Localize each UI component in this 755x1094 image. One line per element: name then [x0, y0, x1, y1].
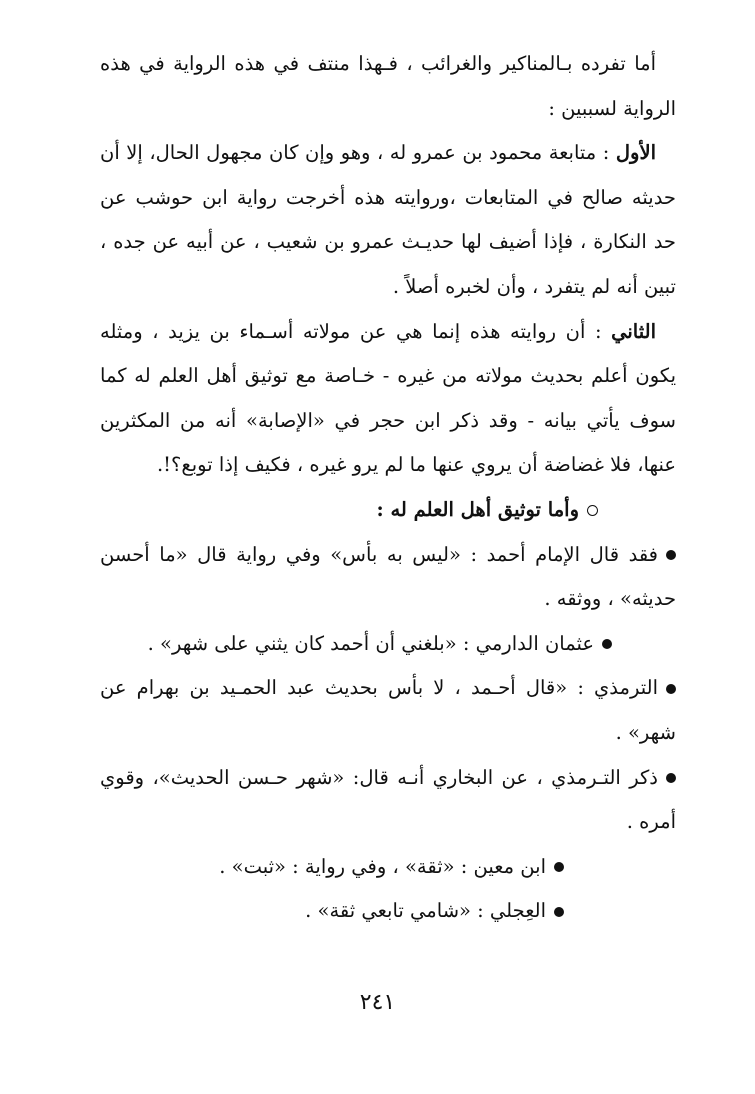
list-item-text: الترمذي : «قال أحـمد ، لا بأس بحديث عبد الحمـيد بن بهرام عن شهر» . [100, 676, 676, 744]
list-item [100, 889, 676, 934]
list-item-text: ذكر التـرمذي ، عن البخاري أنـه قال: «شهر حـسن الحديث»، وقوي أمره . [100, 765, 676, 834]
list-item-text: ابن معين : «ثقة» ، وفي رواية : «ثبت» . [219, 854, 546, 878]
first-reason-paragraph [100, 131, 676, 309]
first-reason-text: : متابعة محمود بن عمرو له ، وهو وإن كان مجهول الحال، إلا أن حديثه صالح في المتابعات ،وروايته هذه أخرجت رواية ابن حوشب عن حد النكارة ، فإذا أضيف لها حديـث عمرو بن شعيب ، عن أبيه عن جده ، تبين أنه لم يتفرد ، وأن لخبره أصلاً . [100, 141, 676, 298]
bullet-icon [602, 639, 612, 649]
intro-paragraph [100, 42, 676, 131]
second-reason-paragraph [100, 310, 676, 488]
list-item-text: فقد قال الإمام أحمد : «ليس به بأس» وفي رواية قال «ما أحسن حديثه» ، ووثقه . [100, 542, 676, 611]
list-item [100, 756, 676, 845]
list-item [100, 666, 676, 755]
list-item-text: العِجلي : «شامي تابعي ثقة» . [305, 899, 546, 923]
first-reason-label: الأول [615, 141, 656, 165]
list-item [100, 622, 676, 667]
bullet-icon [666, 684, 676, 694]
page-number: ٢٤١ [359, 990, 396, 1015]
list-item [100, 845, 676, 890]
bullet-icon [554, 862, 564, 872]
intro-text: أما تفرده بـالمناكير والغرائب ، فـهذا منتف في هذه الرواية في هذه الرواية لسببين : [100, 52, 676, 120]
bullet-icon [666, 773, 676, 783]
hollow-circle-icon [587, 505, 598, 516]
section-heading-text: وأما توثيق أهل العلم له : [376, 497, 579, 521]
second-reason-label: الثاني [611, 319, 656, 343]
second-reason-text: : أن روايته هذه إنما هي عن مولاته أسـماء بن يزيد ، ومثله يكون أعلم بحديث مولاته من غيره - خـاصة مع توثيق أهل العلم له كما سوف يأتي بيانه - وقد ذكر ابن حجر في «الإصابة» أنه من المكثرين عنها، فلا غضاضة أن يروي عنها ما لم يرو غيره ، فكيف إذا توبع؟!. [100, 319, 676, 477]
list-item-text: عثمان الدارمي : «بلغني أن أحمد كان يثني على شهر» . [147, 631, 594, 655]
list-item [100, 533, 676, 622]
section-heading [100, 488, 676, 533]
bullet-icon [666, 550, 676, 560]
bullet-icon [554, 907, 564, 917]
page-body [100, 42, 676, 934]
